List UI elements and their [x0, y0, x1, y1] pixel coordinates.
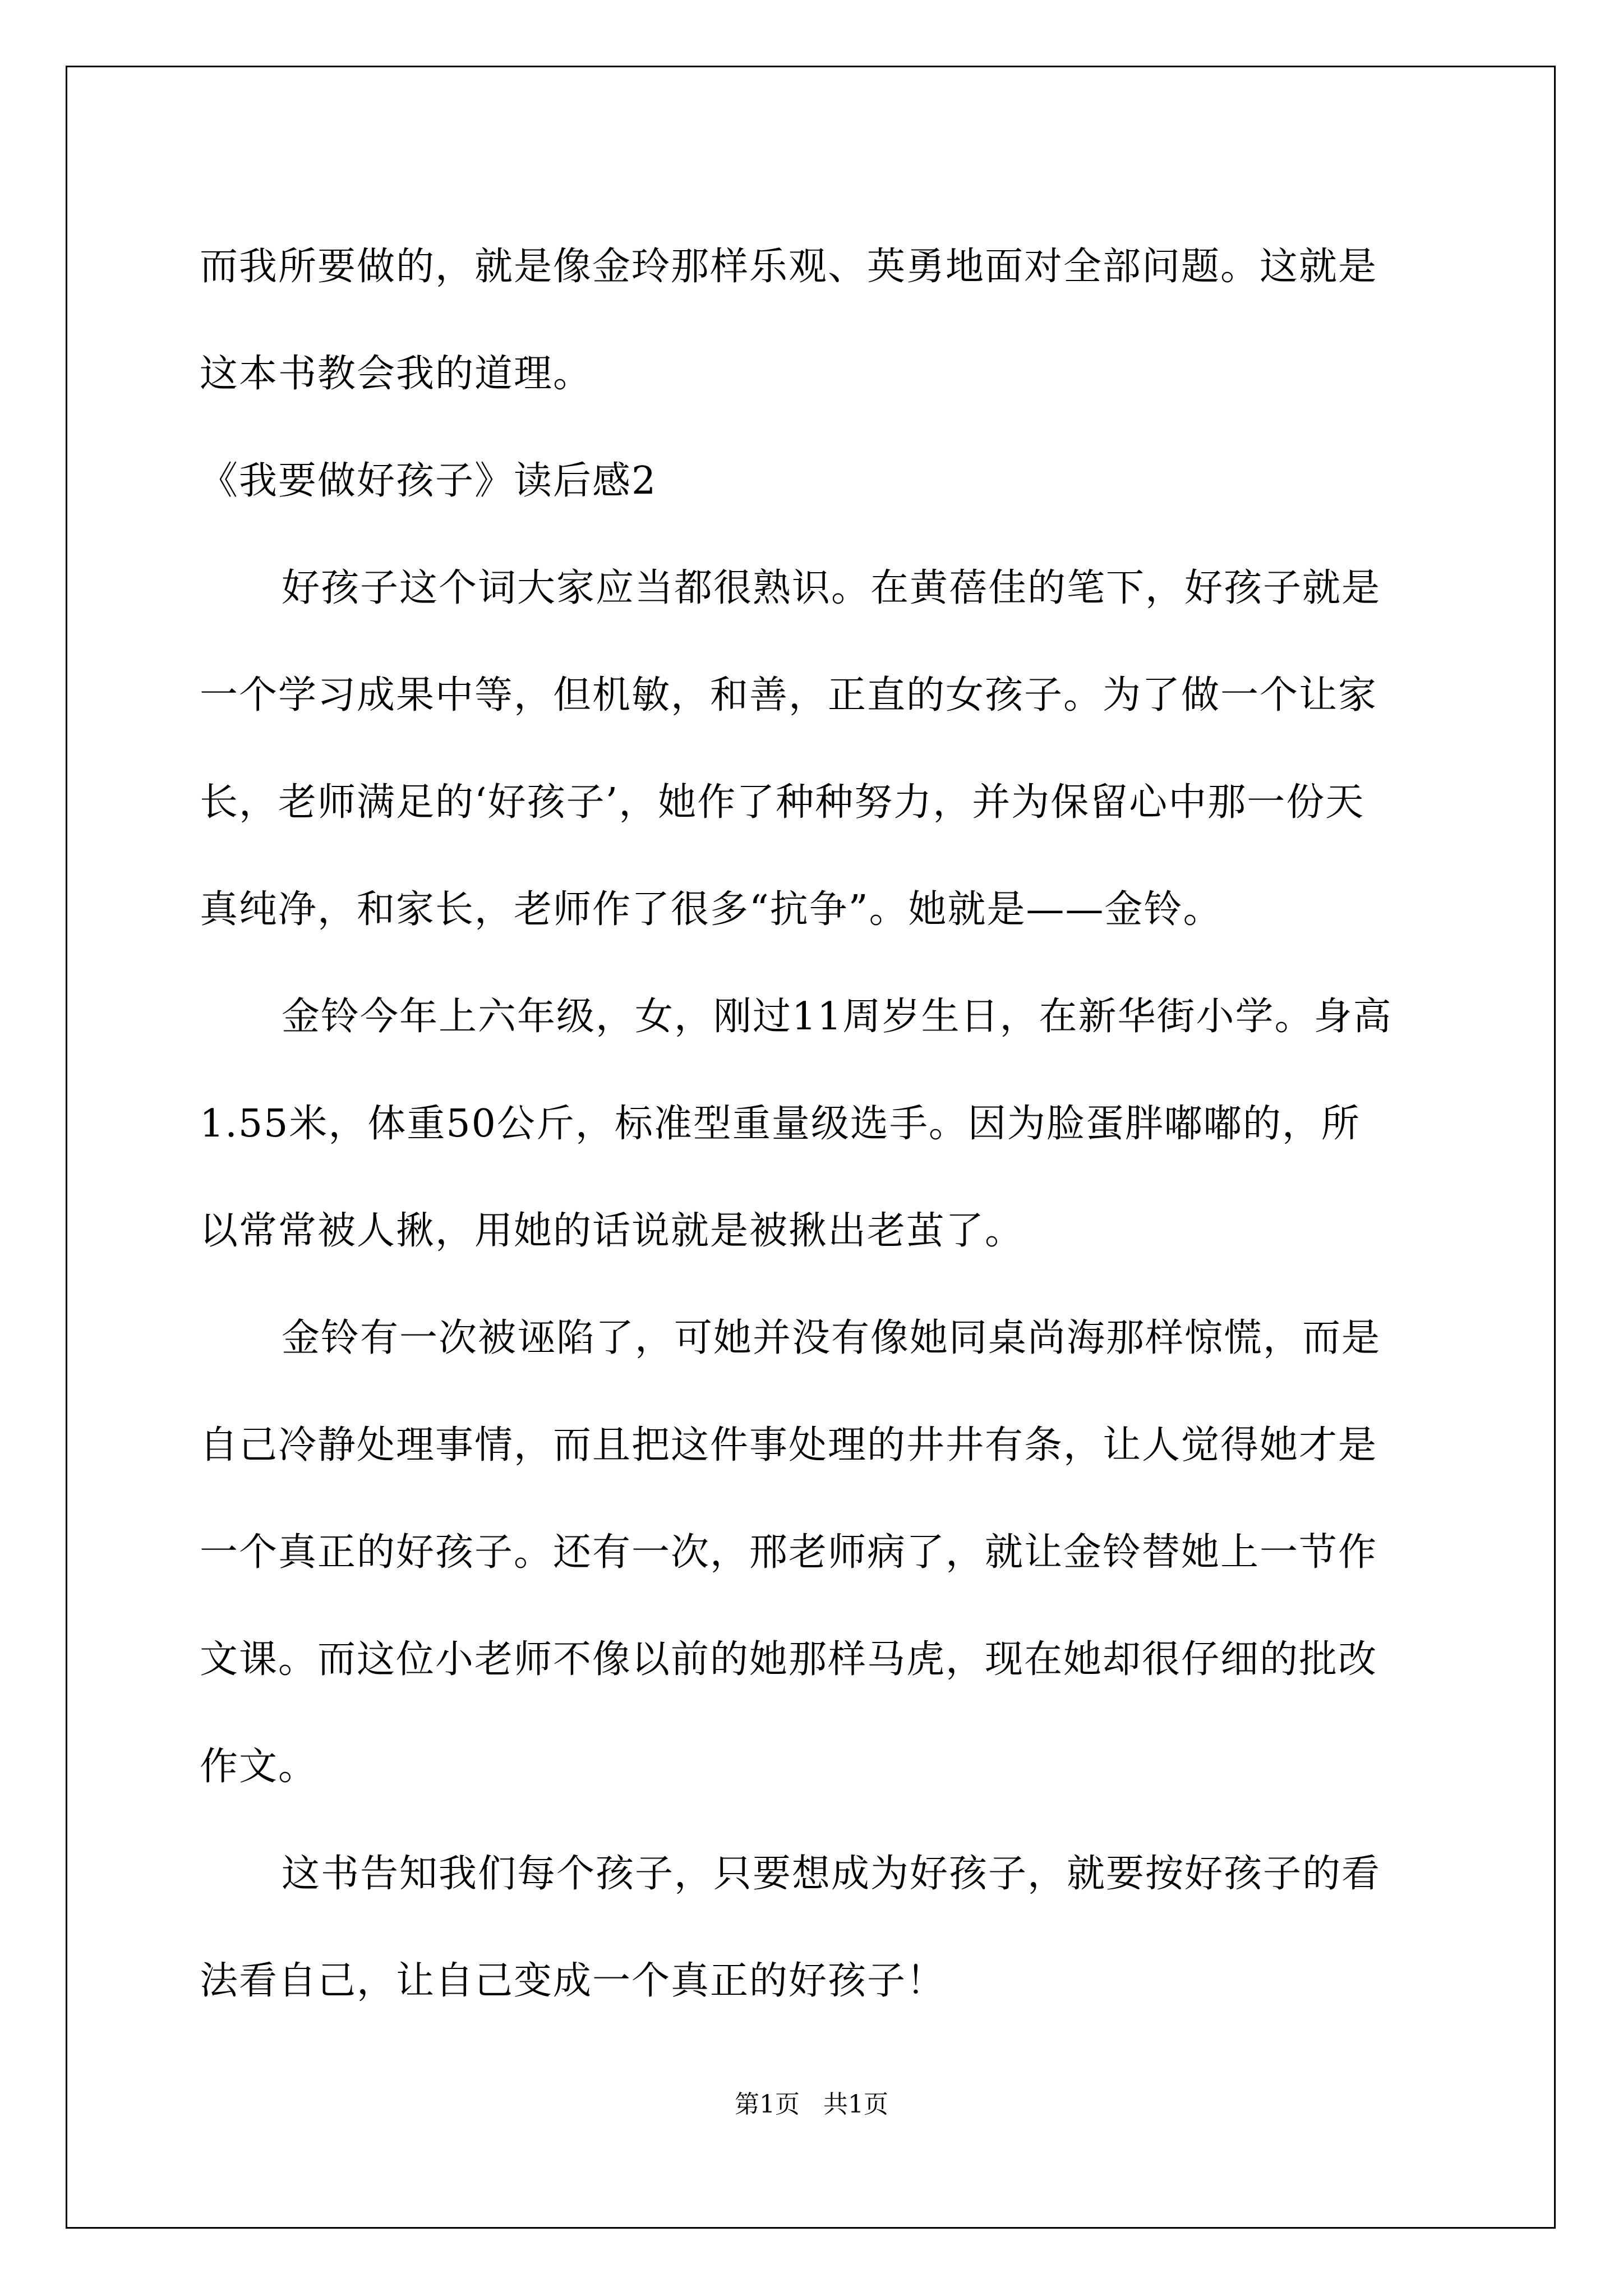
text-line: 一个真正的好孩子。还有一次，邢老师病了，就让金铃替她上一节作: [200, 1530, 1378, 1575]
text-line: 这书告知我们每个孩子，只要想成为好孩子，就要按好孩子的看: [282, 1852, 1381, 1896]
text-line: 文课。而这位小老师不像以前的她那样马虎，现在她却很仔细的批改: [200, 1637, 1378, 1682]
section-heading: 《我要做好孩子》读后感2: [200, 459, 657, 503]
text-line: 一个学习成果中等，但机敏，和善，正直的女孩子。为了做一个让家: [200, 673, 1378, 717]
text-line: 而我所要做的，就是像金玲那样乐观、英勇地面对全部问题。这就是: [200, 245, 1378, 289]
document-body: [200, 213, 1422, 2035]
text-line: 长，老师满足的‘好孩子’，她作了种种努力，并为保留心中那一份天: [200, 780, 1365, 825]
text-line: 法看自己，让自己变成一个真正的好孩子！: [200, 1959, 946, 2003]
text-line: 这本书教会我的道理。: [200, 352, 593, 396]
text-line: 好孩子这个词大家应当都很熟识。在黄蓓佳的笔下，好孩子就是: [282, 566, 1381, 610]
page-number: 第1页 共1页: [735, 2090, 888, 2119]
text-line: 自己冷静处理事情，而且把这件事处理的井井有条，让人觉得她才是: [200, 1423, 1378, 1467]
text-line: 真纯净，和家长，老师作了很多“抗争”。她就是——金铃。: [200, 887, 1223, 932]
text-line: 金铃有一次被诬陷了，可她并没有像她同桌尚海那样惊慌，而是: [282, 1316, 1381, 1360]
text-line: 1.55米，体重50公斤，标准型重量级选手。因为脸蛋胖嘟嘟的，所: [200, 1102, 1361, 1146]
text-line: 以常常被人揪，用她的话说就是被揪出老茧了。: [200, 1209, 1025, 1253]
text-line: 金铃今年上六年级，女，刚过11周岁生日，在新华街小学。身高: [282, 995, 1393, 1039]
text-line: 作文。: [200, 1745, 318, 1789]
